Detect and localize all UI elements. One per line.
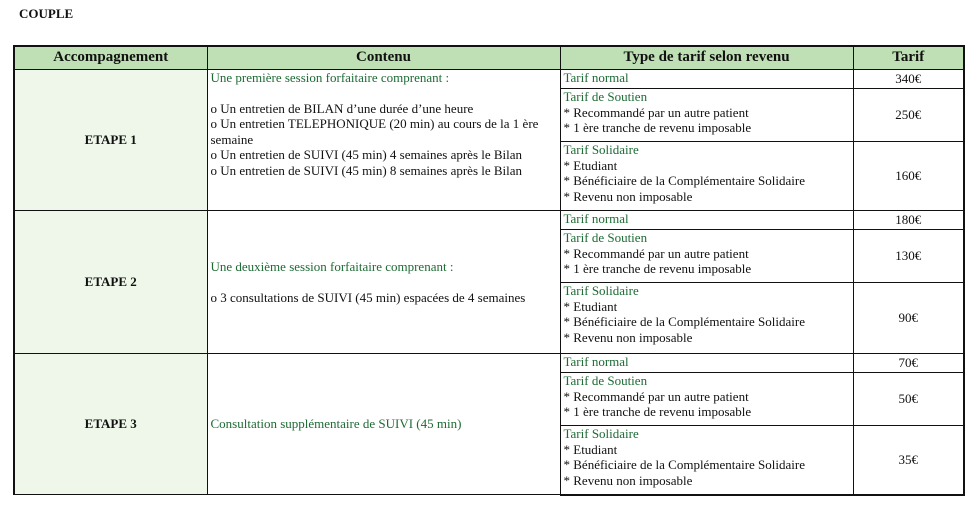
table-row [14,354,964,373]
price-cell: 130€ [853,230,964,283]
etape-1-label: ETAPE 1 [14,70,207,211]
etape-2-item: o 3 consultations de SUIVI (45 min) espacées de 4 semaines [210,289,526,305]
price-cell: 70€ [853,354,964,373]
tier-criterion: * 1 ère tranche de revenu imposable [563,261,752,276]
price-cell: 340€ [853,70,964,89]
price-cell: 50€ [853,373,964,426]
price-cell: 180€ [853,211,964,230]
tier-soutien [560,230,853,283]
tier-normal-label: Tarif normal [563,70,629,85]
etape-1-item: o Un entretien TELEPHONIQUE (20 min) au cours de la 1 ère semaine [210,116,539,147]
tier-criterion: * Recommandé par un autre patient [563,104,749,120]
col-header-accompagnement: Accompagnement [14,46,207,70]
tier-normal-label: Tarif normal [563,211,629,226]
etape-2-intro: Une deuxième session forfaitaire comprenant : [210,259,454,274]
section-heading: COUPLE [19,6,74,21]
tier-criterion: * Bénéficiaire de la Complémentaire Solidaire [563,457,805,472]
tier-soutien-label: Tarif de Soutien [563,230,648,245]
col-header-tarif: Tarif [853,46,964,70]
tier-criterion: * Etudiant [563,157,618,173]
etape-1-item: o Un entretien de SUIVI (45 min) 4 semaines après le Bilan [210,147,523,162]
tier-criterion: * Revenu non imposable [563,329,693,345]
tier-solidaire [560,283,853,354]
tier-criterion: * Revenu non imposable [563,472,693,488]
tier-solidaire-label: Tarif Solidaire [563,426,639,441]
pricing-table [13,45,965,496]
etape-1-item: o Un entretien de BILAN d’une durée d’une heure [210,100,474,116]
etape-3-label: ETAPE 3 [14,354,207,495]
price-cell: 250€ [853,89,964,142]
tier-solidaire [560,426,853,495]
price-cell: 160€ [853,142,964,211]
etape-2-label: ETAPE 2 [14,211,207,354]
etape-2-content [207,211,560,354]
tier-criterion: * 1 ère tranche de revenu imposable [563,120,752,135]
tier-normal [560,354,853,373]
etape-3-content [207,354,560,495]
tier-normal-label: Tarif normal [563,354,629,369]
tier-normal [560,211,853,230]
tier-criterion: * 1 ère tranche de revenu imposable [563,404,752,419]
tier-criterion: * Revenu non imposable [563,188,693,204]
etape-1-content [207,70,560,211]
tier-criterion: * Recommandé par un autre patient [563,245,749,261]
col-header-type-tarif: Type de tarif selon revenu [560,46,853,70]
header-row [14,46,964,70]
etape-1-intro: Une première session forfaitaire comprenant : [210,70,450,85]
tier-solidaire-label: Tarif Solidaire [563,283,639,298]
table-row [14,211,964,230]
tier-normal [560,70,853,89]
tier-criterion: * Etudiant [563,441,618,457]
tier-soutien [560,373,853,426]
price-cell: 35€ [853,426,964,495]
tier-solidaire-label: Tarif Solidaire [563,142,639,157]
tier-soutien-label: Tarif de Soutien [563,89,648,104]
tier-soutien [560,89,853,142]
tier-criterion: * Etudiant [563,298,618,314]
tier-soutien-label: Tarif de Soutien [563,373,648,388]
col-header-contenu: Contenu [207,46,560,70]
price-cell: 90€ [853,283,964,354]
tier-criterion: * Recommandé par un autre patient [563,388,749,404]
etape-3-intro: Consultation supplémentaire de SUIVI (45 min) [210,416,462,432]
tier-criterion: * Bénéficiaire de la Complémentaire Solidaire [563,314,805,329]
tier-criterion: * Bénéficiaire de la Complémentaire Solidaire [563,173,805,188]
tier-solidaire [560,142,853,211]
table-row [14,70,964,89]
etape-1-item: o Un entretien de SUIVI (45 min) 8 semaines après le Bilan [210,162,523,178]
